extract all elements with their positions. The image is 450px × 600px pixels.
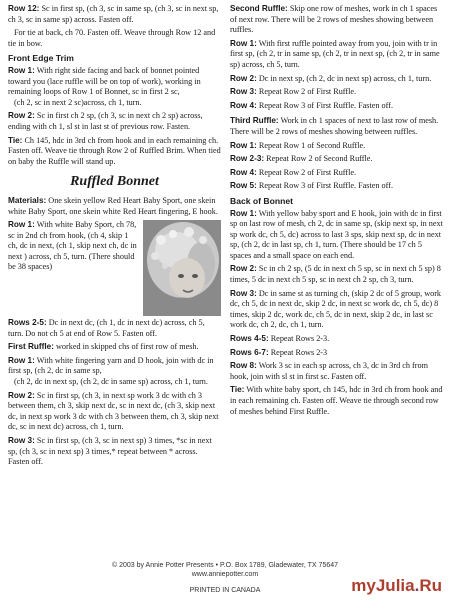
row-text: Repeat Row 3 of First Ruffle. Fasten off. bbox=[258, 100, 393, 110]
row-label: Row 1: bbox=[8, 220, 35, 230]
ruffled-bonnet-title: Ruffled Bonnet bbox=[70, 174, 159, 190]
materials-text: One skein yellow Red Heart Baby Sport, one skein white Baby Sport, one skein white Red Heart fingering, E hook. bbox=[8, 195, 218, 216]
row-label: Row 2: bbox=[230, 73, 257, 83]
row-text: Sc in first ch 2 sp, (ch 3, sc in next ch 2 sp) across, ending with ch 1, sl st in last st of previous row. Fasten. bbox=[8, 111, 203, 131]
row-text: Sc in first sp, (ch 3, sc in next sp) 3 times, *sc in next sp, (ch 3, sc in next sp) 3 times,* repeat between * across. Fasten off. bbox=[8, 436, 212, 467]
second-ruffle-label: Second Ruffle: bbox=[230, 4, 288, 13]
baby-bonnet-photo bbox=[143, 220, 221, 316]
row-text: Repeat Rows 2-3 bbox=[270, 347, 328, 357]
row-text: Dc in same st as turning ch, (skip 2 dc of 5 group, work dc, ch 5, dc in next dc, skip 2 dc, in next sc work dc, ch 5, dc) 8 times, skip 2 dc, work dc, ch 5, dc in next, skip 2 dc, in last sc work dc, ch 2, dc, ch 1, turn. bbox=[230, 288, 442, 330]
tie-text: With white baby sport, ch 145, hdc in 3rd ch from hook and in each remaining ch. Fasten off. Weave tie through second row of meshes behind First Ruffle. bbox=[230, 385, 443, 416]
printed-in-canada: PRINTED IN CANADA bbox=[189, 587, 261, 594]
bb-row-1 bbox=[230, 209, 444, 262]
tr-row-5 bbox=[230, 181, 444, 192]
sr-row-1 bbox=[230, 39, 444, 71]
fr-row-2 bbox=[8, 391, 221, 433]
tie-label: Tie: bbox=[230, 385, 245, 395]
materials bbox=[8, 196, 221, 217]
website-link[interactable]: www.anniepotter.com bbox=[191, 571, 259, 578]
row-label: Row 1: bbox=[8, 65, 35, 75]
fet-tie bbox=[8, 136, 221, 168]
first-ruffle-text: worked in skipped chs of first row of mesh. bbox=[56, 342, 199, 352]
tr-row-2-3 bbox=[230, 154, 444, 165]
row-label: Row 1: bbox=[230, 140, 257, 150]
row-text: Work 3 sc in each sp across, ch 3, dc in 3rd ch from hook, join with sl st in first sc. Fasten off. bbox=[230, 361, 428, 381]
right-column bbox=[230, 4, 444, 420]
bb-tie bbox=[230, 385, 444, 417]
row-text: Repeat Row 2 of First Ruffle. bbox=[258, 87, 357, 97]
row-text: Sc in first sp, (ch 3, in next sp work 3 dc with ch 3 between them, ch 3, skip next dc, sc in next dc, (ch 3, skip next dc, in next sp work 3 dc with ch 3 between them, ch 3, skip next dc, sc in next dc) across, ch 1, turn. bbox=[8, 390, 219, 432]
row-label: Row 3: bbox=[230, 288, 257, 298]
baby-photo-image bbox=[143, 220, 221, 316]
bb-rows-6-7 bbox=[230, 348, 444, 359]
row-label: Row 1: bbox=[230, 208, 257, 218]
row-label: Rows 4-5: bbox=[230, 334, 269, 344]
tie-note: For tie at back, ch 70. Fasten off. Weave through Row 12 and tie in bow. bbox=[8, 28, 216, 48]
row-text: Sc in ch 2 sp, (5 dc in next ch 5 sp, sc in next ch 5 sp) 8 times, 5 dc in next ch 5 sp, sc in next ch 2 sp, ch 3, turn. bbox=[230, 264, 441, 285]
row-text: Repeat Row 2 of First Ruffle. bbox=[258, 167, 357, 177]
tie-text: Ch 145, hdc in 3rd ch from hook and in each remaining ch. Fasten off. Weave tie through Row 2 of Ruffled Brim. When tied on baby the Ruffle will stand up. bbox=[8, 135, 221, 166]
watermark-dot: . bbox=[414, 576, 420, 595]
row-label: Row 12: bbox=[8, 4, 40, 13]
row-12 bbox=[8, 4, 221, 25]
copyright-line: © 2003 by Annie Potter Presents • P.O. Box 1789, Gladewater, TX 75647 bbox=[111, 562, 339, 569]
row-text: Repeat Row 3 of First Ruffle. Fasten off. bbox=[258, 181, 393, 191]
first-ruffle-label: First Ruffle: bbox=[8, 342, 54, 352]
fr-row-3 bbox=[8, 436, 221, 468]
sr-row-3 bbox=[230, 87, 444, 98]
materials-label: Materials: bbox=[8, 195, 47, 205]
front-edge-trim-heading: Front Edge Trim bbox=[8, 53, 74, 64]
row-label: Row 1: bbox=[8, 355, 35, 365]
row-label: Rows 2-5: bbox=[8, 318, 47, 328]
row-text: Dc in next sp, (ch 2, dc in next sp) across, ch 1, turn. bbox=[258, 73, 432, 83]
row-text: Sc in first sp, (ch 3, sc in same sp, (ch 3, sc in next sp, ch 3, sc in same sp) across. Fasten off. bbox=[8, 4, 219, 24]
row-text-cont: (ch 2, sc in next 2 sc)across, ch 1, turn. bbox=[14, 97, 142, 107]
left-column bbox=[8, 4, 221, 471]
row-label: Row 5: bbox=[230, 181, 257, 191]
fet-row-1 bbox=[8, 66, 221, 108]
tr-row-1 bbox=[230, 141, 444, 152]
row-label: Row 2: bbox=[230, 264, 257, 274]
row-text: Dc in next dc, (ch 1, dc in next dc) across, ch 5, turn. Do not ch 5 at end of Row 5. Fasten off. bbox=[8, 318, 205, 338]
sr-row-2 bbox=[230, 74, 444, 85]
watermark-logo bbox=[351, 576, 442, 596]
row-label: Row 4: bbox=[230, 167, 257, 177]
row-label: Row 8: bbox=[230, 361, 257, 371]
row-label: Row 2-3: bbox=[230, 154, 265, 164]
third-ruffle-text: Work in ch 1 spaces of next to last row of mesh. There will be 2 rows of meshes showing between ruffles. bbox=[230, 116, 439, 136]
row-text: With white fingering yarn and D hook, join with dc in first sp, (ch 2, dc in same sp, bbox=[8, 355, 214, 376]
bb-row-3 bbox=[230, 289, 444, 331]
row-text: With first ruffle pointed away from you, join with tr in first sp, (ch 2, tr in same sp, (ch 2, tr in next sp, (ch 2, tr in same sp) across, ch 5, turn. bbox=[230, 38, 440, 69]
row-text: Repeat Rows 2-3. bbox=[270, 334, 330, 344]
row-text: With yellow baby sport and E hook, join with dc in first sp on last row of mesh, ch 2, dc in same sp, (skip next sp, in next sp work dc, ch 5, dc) across to last 3 sps, skip next sp, dc in next sp, (ch 2, dc in last sp, ch 1, turn. (There should be 17 ch 5 spaces and a small space on each end. bbox=[230, 208, 443, 260]
row-text-cont: (ch 2, dc in next sp, (ch 2, dc in same sp) across, ch 1, turn. bbox=[14, 377, 208, 387]
bb-rows-4-5 bbox=[230, 334, 444, 345]
first-ruffle bbox=[8, 342, 221, 353]
row-label: Rows 6-7: bbox=[230, 347, 269, 357]
row-label: Row 2: bbox=[8, 111, 35, 121]
row-label: Row 3: bbox=[230, 87, 257, 97]
bb-row-8 bbox=[230, 361, 444, 382]
second-ruffle-text: Skip one row of meshes, work in ch 1 spaces of next row. There will be 2 rows of meshes showing between ruffles. bbox=[230, 4, 438, 35]
tie-label: Tie: bbox=[8, 135, 23, 145]
sr-row-4 bbox=[230, 101, 444, 112]
row-label: Row 1: bbox=[230, 38, 257, 48]
row-text: Repeat Row 1 of Second Ruffle. bbox=[258, 140, 366, 150]
third-ruffle bbox=[230, 116, 444, 137]
tr-row-4 bbox=[230, 168, 444, 179]
row-text: With white Baby Sport, ch 78, sc in 2nd ch from hook, (ch 4, skip 1 ch, dc in next, (ch 1, skip next ch, dc in next ) across, ch 5, turn. (There should be 38 spaces) bbox=[8, 220, 137, 272]
row-label: Row 4: bbox=[230, 100, 257, 110]
watermark-part-1: myJulia bbox=[351, 576, 415, 595]
row-text: With right side facing and back of bonnet pointed toward you (lace ruffle will be on top of work), working in remaining loops of Row 1 of Bonnet, sc in first 2 sc, bbox=[8, 65, 201, 97]
row-label: Row 3: bbox=[8, 436, 35, 446]
row-text: Repeat Row 2 of Second Ruffle. bbox=[266, 154, 373, 164]
fet-row-2 bbox=[8, 111, 221, 132]
third-ruffle-label: Third Ruffle: bbox=[230, 116, 279, 126]
second-ruffle bbox=[230, 4, 444, 36]
row-label: Row 2: bbox=[8, 390, 35, 400]
bb-row-2 bbox=[230, 264, 444, 285]
bonnet-rows-2-5 bbox=[8, 318, 221, 339]
back-of-bonnet-heading: Back of Bonnet bbox=[230, 195, 294, 206]
watermark-part-2: Ru bbox=[419, 576, 442, 595]
fr-row-1 bbox=[8, 356, 221, 388]
